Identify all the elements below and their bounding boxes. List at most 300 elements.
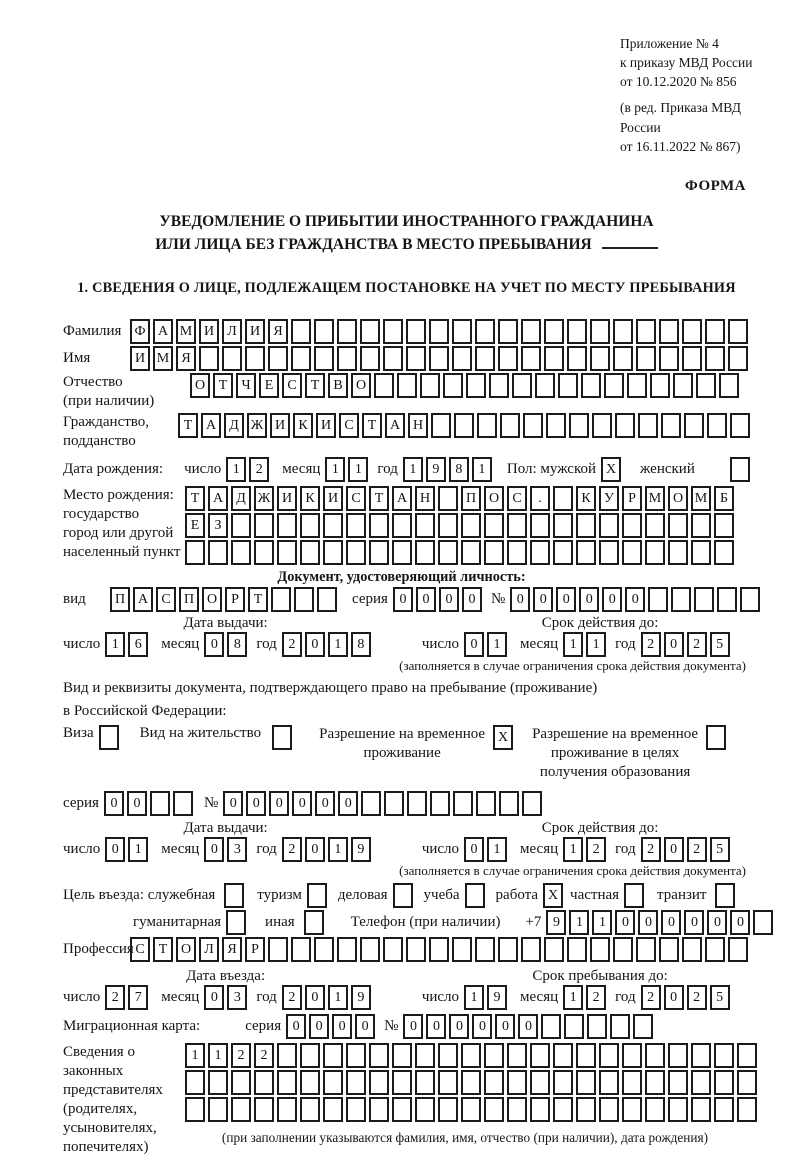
char-cell-filled[interactable]: А [208,486,228,511]
char-cell-filled[interactable]: Р [225,587,245,612]
char-cell-filled[interactable]: 0 [664,985,684,1010]
char-cell-empty[interactable] [728,319,748,344]
char-cell-filled[interactable]: Т [185,486,205,511]
char-cell-empty[interactable] [599,1043,619,1068]
char-cell-empty[interactable] [507,1043,527,1068]
char-cell-empty[interactable] [300,1043,320,1068]
char-cell-filled[interactable]: 0 [416,587,436,612]
char-cell-filled[interactable]: 2 [641,985,661,1010]
char-cell-empty[interactable] [231,1097,251,1122]
char-cell-filled[interactable]: 1 [208,1043,228,1068]
char-cell-empty[interactable] [254,1097,274,1122]
char-cell-empty[interactable] [615,413,635,438]
char-cell-empty[interactable] [507,513,527,538]
char-cell-empty[interactable] [475,937,495,962]
char-cell-empty[interactable] [453,791,473,816]
char-cell-empty[interactable] [714,1043,734,1068]
char-cell-empty[interactable] [406,319,426,344]
char-cell-empty[interactable] [277,513,297,538]
char-cell-filled[interactable]: 0 [105,837,125,862]
char-cell-filled[interactable]: 0 [439,587,459,612]
char-cell-filled[interactable]: 0 [223,791,243,816]
char-cell-empty[interactable] [544,346,564,371]
char-cell-empty[interactable] [254,540,274,565]
char-cell-empty[interactable] [544,937,564,962]
char-cell-empty[interactable] [300,1097,320,1122]
char-cell-filled[interactable]: 2 [105,985,125,1010]
char-cell-filled[interactable]: Н [415,486,435,511]
char-cell-filled[interactable]: 5 [710,985,730,1010]
char-cell-filled[interactable]: Ф [130,319,150,344]
char-cell-empty[interactable] [268,346,288,371]
char-cell-empty[interactable] [415,540,435,565]
char-cell-filled[interactable]: Я [222,937,242,962]
char-cell-empty[interactable] [705,319,725,344]
char-cell-filled[interactable]: 0 [579,587,599,612]
char-cell-empty[interactable] [323,513,343,538]
char-cell-empty[interactable] [429,937,449,962]
purpose-official-checkbox[interactable] [224,883,244,908]
char-cell-empty[interactable] [208,1070,228,1095]
char-cell-empty[interactable] [530,1043,550,1068]
char-cell-empty[interactable] [645,1043,665,1068]
purpose-tourism-checkbox[interactable] [307,883,327,908]
char-cell-empty[interactable] [682,937,702,962]
char-cell-filled[interactable]: Р [622,486,642,511]
char-cell-empty[interactable] [645,1097,665,1122]
char-cell-filled[interactable]: К [300,486,320,511]
char-cell-filled[interactable]: И [323,486,343,511]
char-cell-empty[interactable] [553,540,573,565]
char-cell-filled[interactable]: 0 [472,1014,492,1039]
char-cell-empty[interactable] [567,319,587,344]
char-cell-filled[interactable]: Р [245,937,265,962]
char-cell-filled[interactable]: 2 [641,837,661,862]
char-cell-empty[interactable] [489,373,509,398]
char-cell-filled[interactable]: 1 [592,910,612,935]
char-cell-empty[interactable] [429,319,449,344]
char-cell-empty[interactable] [576,513,596,538]
char-cell-filled[interactable]: Ж [247,413,267,438]
purpose-work-checkbox[interactable]: X [543,883,563,908]
char-cell-empty[interactable] [576,1097,596,1122]
char-cell-filled[interactable]: 1 [226,457,246,482]
char-cell-empty[interactable] [587,1014,607,1039]
char-cell-empty[interactable] [645,1070,665,1095]
char-cell-filled[interactable]: А [385,413,405,438]
char-cell-empty[interactable] [691,540,711,565]
char-cell-empty[interactable] [530,1070,550,1095]
char-cell-empty[interactable] [530,1097,550,1122]
char-cell-empty[interactable] [291,319,311,344]
char-cell-empty[interactable] [323,540,343,565]
char-cell-filled[interactable]: 1 [563,632,583,657]
char-cell-empty[interactable] [300,513,320,538]
char-cell-empty[interactable] [719,373,739,398]
char-cell-filled[interactable]: 1 [487,632,507,657]
char-cell-empty[interactable] [150,791,170,816]
char-cell-empty[interactable] [337,346,357,371]
char-cell-empty[interactable] [753,910,773,935]
char-cell-empty[interactable] [728,937,748,962]
char-cell-empty[interactable] [337,319,357,344]
char-cell-empty[interactable] [604,373,624,398]
char-cell-filled[interactable]: О [484,486,504,511]
char-cell-filled[interactable]: 5 [710,837,730,862]
char-cell-filled[interactable]: 8 [449,457,469,482]
char-cell-filled[interactable]: 2 [687,837,707,862]
char-cell-filled[interactable]: 1 [325,457,345,482]
char-cell-empty[interactable] [420,373,440,398]
char-cell-filled[interactable]: Т [178,413,198,438]
char-cell-empty[interactable] [682,319,702,344]
char-cell-empty[interactable] [466,373,486,398]
char-cell-empty[interactable] [360,346,380,371]
char-cell-empty[interactable] [535,373,555,398]
char-cell-filled[interactable]: 0 [305,985,325,1010]
char-cell-empty[interactable] [645,513,665,538]
char-cell-empty[interactable] [484,540,504,565]
char-cell-empty[interactable] [661,413,681,438]
char-cell-empty[interactable] [599,540,619,565]
char-cell-empty[interactable] [415,1043,435,1068]
char-cell-empty[interactable] [361,791,381,816]
char-cell-filled[interactable]: И [130,346,150,371]
char-cell-empty[interactable] [622,540,642,565]
char-cell-empty[interactable] [684,413,704,438]
char-cell-filled[interactable]: О [202,587,222,612]
char-cell-empty[interactable] [691,1097,711,1122]
char-cell-filled[interactable]: Л [222,319,242,344]
char-cell-empty[interactable] [569,413,589,438]
char-cell-filled[interactable]: И [199,319,219,344]
char-cell-filled[interactable]: А [392,486,412,511]
char-cell-empty[interactable] [291,346,311,371]
char-cell-empty[interactable] [484,513,504,538]
char-cell-filled[interactable]: Ж [254,486,274,511]
char-cell-empty[interactable] [222,346,242,371]
char-cell-empty[interactable] [383,319,403,344]
char-cell-empty[interactable] [707,413,727,438]
char-cell-filled[interactable]: 0 [403,1014,423,1039]
char-cell-empty[interactable] [429,346,449,371]
temp-residence-education-checkbox[interactable] [706,725,726,750]
char-cell-empty[interactable] [650,373,670,398]
char-cell-filled[interactable]: 0 [204,632,224,657]
char-cell-empty[interactable] [369,1097,389,1122]
char-cell-empty[interactable] [431,413,451,438]
char-cell-filled[interactable]: 0 [127,791,147,816]
char-cell-empty[interactable] [314,319,334,344]
char-cell-empty[interactable] [507,1070,527,1095]
char-cell-filled[interactable]: О [190,373,210,398]
char-cell-filled[interactable]: 0 [104,791,124,816]
char-cell-filled[interactable]: Д [231,486,251,511]
char-cell-filled[interactable]: 1 [328,985,348,1010]
char-cell-empty[interactable] [314,937,334,962]
char-cell-empty[interactable] [369,540,389,565]
char-cell-empty[interactable] [730,413,750,438]
char-cell-empty[interactable] [346,1070,366,1095]
char-cell-filled[interactable]: 2 [254,1043,274,1068]
char-cell-filled[interactable]: О [176,937,196,962]
sex-male-checkbox[interactable]: X [601,457,621,482]
char-cell-empty[interactable] [231,1070,251,1095]
char-cell-filled[interactable]: 2 [586,837,606,862]
char-cell-empty[interactable] [415,513,435,538]
char-cell-filled[interactable]: 1 [487,837,507,862]
char-cell-empty[interactable] [360,319,380,344]
char-cell-empty[interactable] [199,346,219,371]
char-cell-filled[interactable]: 0 [464,837,484,862]
char-cell-empty[interactable] [415,1070,435,1095]
char-cell-empty[interactable] [671,587,691,612]
purpose-other-checkbox[interactable] [304,910,324,935]
char-cell-filled[interactable]: 2 [687,632,707,657]
char-cell-empty[interactable] [659,346,679,371]
char-cell-filled[interactable]: 2 [687,985,707,1010]
char-cell-empty[interactable] [553,1097,573,1122]
char-cell-empty[interactable] [317,587,337,612]
char-cell-filled[interactable]: 1 [586,632,606,657]
char-cell-empty[interactable] [558,373,578,398]
char-cell-empty[interactable] [231,513,251,538]
char-cell-filled[interactable]: 9 [426,457,446,482]
char-cell-empty[interactable] [553,1043,573,1068]
char-cell-filled[interactable]: 7 [128,985,148,1010]
char-cell-empty[interactable] [383,937,403,962]
char-cell-empty[interactable] [392,1043,412,1068]
char-cell-empty[interactable] [522,791,542,816]
char-cell-empty[interactable] [254,513,274,538]
char-cell-filled[interactable]: 0 [309,1014,329,1039]
char-cell-filled[interactable]: И [316,413,336,438]
char-cell-filled[interactable]: С [507,486,527,511]
char-cell-empty[interactable] [599,513,619,538]
char-cell-empty[interactable] [430,791,450,816]
char-cell-filled[interactable]: М [645,486,665,511]
char-cell-filled[interactable]: 3 [227,985,247,1010]
char-cell-empty[interactable] [254,1070,274,1095]
sex-female-checkbox[interactable] [730,457,750,482]
char-cell-filled[interactable]: С [339,413,359,438]
char-cell-empty[interactable] [737,1097,757,1122]
char-cell-filled[interactable]: 0 [204,985,224,1010]
char-cell-empty[interactable] [599,1097,619,1122]
char-cell-empty[interactable] [544,319,564,344]
char-cell-empty[interactable] [576,1043,596,1068]
char-cell-filled[interactable]: 0 [269,791,289,816]
char-cell-empty[interactable] [392,540,412,565]
char-cell-filled[interactable]: 0 [625,587,645,612]
char-cell-empty[interactable] [294,587,314,612]
char-cell-filled[interactable]: 1 [105,632,125,657]
char-cell-empty[interactable] [627,373,647,398]
char-cell-empty[interactable] [592,413,612,438]
char-cell-filled[interactable]: 0 [510,587,530,612]
char-cell-filled[interactable]: 1 [185,1043,205,1068]
char-cell-empty[interactable] [530,513,550,538]
char-cell-empty[interactable] [173,791,193,816]
char-cell-filled[interactable]: 9 [351,837,371,862]
char-cell-empty[interactable] [696,373,716,398]
char-cell-filled[interactable]: А [153,319,173,344]
char-cell-empty[interactable] [415,1097,435,1122]
char-cell-empty[interactable] [521,319,541,344]
char-cell-filled[interactable]: М [176,319,196,344]
char-cell-empty[interactable] [590,319,610,344]
char-cell-empty[interactable] [636,937,656,962]
char-cell-filled[interactable]: Л [199,937,219,962]
char-cell-empty[interactable] [268,937,288,962]
char-cell-empty[interactable] [392,513,412,538]
char-cell-empty[interactable] [346,540,366,565]
char-cell-filled[interactable]: П [110,587,130,612]
char-cell-empty[interactable] [438,1070,458,1095]
char-cell-filled[interactable]: Ч [236,373,256,398]
char-cell-empty[interactable] [523,413,543,438]
char-cell-empty[interactable] [438,513,458,538]
char-cell-filled[interactable]: Д [224,413,244,438]
char-cell-empty[interactable] [648,587,668,612]
char-cell-filled[interactable]: 0 [664,837,684,862]
char-cell-filled[interactable]: 0 [292,791,312,816]
char-cell-empty[interactable] [622,1097,642,1122]
char-cell-empty[interactable] [383,346,403,371]
char-cell-empty[interactable] [564,1014,584,1039]
char-cell-filled[interactable]: Т [362,413,382,438]
char-cell-empty[interactable] [369,1043,389,1068]
residence-permit-checkbox[interactable] [272,725,292,750]
char-cell-filled[interactable]: 0 [602,587,622,612]
char-cell-empty[interactable] [461,1043,481,1068]
char-cell-filled[interactable]: К [576,486,596,511]
visa-checkbox[interactable] [99,725,119,750]
char-cell-filled[interactable]: 2 [231,1043,251,1068]
char-cell-empty[interactable] [500,413,520,438]
char-cell-filled[interactable]: 2 [641,632,661,657]
char-cell-empty[interactable] [599,1070,619,1095]
char-cell-filled[interactable]: Е [259,373,279,398]
char-cell-empty[interactable] [277,1070,297,1095]
char-cell-empty[interactable] [613,319,633,344]
char-cell-filled[interactable]: В [328,373,348,398]
char-cell-empty[interactable] [461,1070,481,1095]
char-cell-filled[interactable]: 0 [661,910,681,935]
char-cell-empty[interactable] [668,1097,688,1122]
char-cell-filled[interactable]: 0 [355,1014,375,1039]
char-cell-filled[interactable]: К [293,413,313,438]
char-cell-empty[interactable] [397,373,417,398]
char-cell-empty[interactable] [484,1070,504,1095]
char-cell-empty[interactable] [291,937,311,962]
char-cell-filled[interactable]: 0 [332,1014,352,1039]
char-cell-filled[interactable]: 6 [128,632,148,657]
char-cell-empty[interactable] [622,1043,642,1068]
char-cell-empty[interactable] [300,540,320,565]
char-cell-empty[interactable] [645,540,665,565]
char-cell-empty[interactable] [694,587,714,612]
char-cell-filled[interactable]: 1 [348,457,368,482]
char-cell-filled[interactable]: О [668,486,688,511]
char-cell-filled[interactable]: 1 [563,985,583,1010]
char-cell-filled[interactable]: 1 [328,632,348,657]
char-cell-empty[interactable] [659,937,679,962]
char-cell-empty[interactable] [438,1043,458,1068]
char-cell-empty[interactable] [323,1070,343,1095]
char-cell-filled[interactable]: 8 [227,632,247,657]
char-cell-empty[interactable] [277,1097,297,1122]
char-cell-empty[interactable] [610,1014,630,1039]
char-cell-empty[interactable] [673,373,693,398]
char-cell-empty[interactable] [271,587,291,612]
char-cell-filled[interactable]: 2 [282,837,302,862]
char-cell-empty[interactable] [541,1014,561,1039]
char-cell-empty[interactable] [346,1097,366,1122]
char-cell-empty[interactable] [576,540,596,565]
char-cell-empty[interactable] [277,540,297,565]
char-cell-empty[interactable] [185,540,205,565]
char-cell-filled[interactable]: С [156,587,176,612]
char-cell-empty[interactable] [392,1070,412,1095]
char-cell-empty[interactable] [546,413,566,438]
char-cell-filled[interactable]: Я [176,346,196,371]
char-cell-filled[interactable]: 0 [464,632,484,657]
purpose-transit-checkbox[interactable] [715,883,735,908]
char-cell-filled[interactable]: Т [305,373,325,398]
char-cell-empty[interactable] [553,1070,573,1095]
char-cell-empty[interactable] [374,373,394,398]
char-cell-empty[interactable] [406,937,426,962]
char-cell-empty[interactable] [231,540,251,565]
char-cell-empty[interactable] [507,540,527,565]
char-cell-empty[interactable] [384,791,404,816]
char-cell-empty[interactable] [443,373,463,398]
char-cell-filled[interactable]: С [130,937,150,962]
char-cell-empty[interactable] [622,513,642,538]
char-cell-empty[interactable] [208,1097,228,1122]
char-cell-empty[interactable] [581,373,601,398]
char-cell-filled[interactable]: 0 [664,632,684,657]
char-cell-empty[interactable] [668,540,688,565]
char-cell-empty[interactable] [498,346,518,371]
char-cell-filled[interactable]: А [201,413,221,438]
char-cell-empty[interactable] [553,486,573,511]
char-cell-filled[interactable]: 1 [464,985,484,1010]
char-cell-empty[interactable] [567,346,587,371]
temp-residence-checkbox[interactable]: X [493,725,513,750]
char-cell-filled[interactable]: И [277,486,297,511]
char-cell-empty[interactable] [691,1070,711,1095]
char-cell-empty[interactable] [346,513,366,538]
char-cell-empty[interactable] [369,1070,389,1095]
char-cell-empty[interactable] [714,1070,734,1095]
char-cell-empty[interactable] [476,791,496,816]
char-cell-filled[interactable]: 1 [569,910,589,935]
char-cell-empty[interactable] [337,937,357,962]
char-cell-filled[interactable]: 9 [351,985,371,1010]
char-cell-empty[interactable] [452,937,472,962]
char-cell-filled[interactable]: Я [268,319,288,344]
char-cell-empty[interactable] [406,346,426,371]
char-cell-filled[interactable]: 0 [338,791,358,816]
char-cell-empty[interactable] [521,346,541,371]
char-cell-empty[interactable] [438,1097,458,1122]
char-cell-filled[interactable]: Т [369,486,389,511]
char-cell-filled[interactable]: Н [408,413,428,438]
char-cell-filled[interactable]: 1 [128,837,148,862]
char-cell-filled[interactable]: 1 [328,837,348,862]
